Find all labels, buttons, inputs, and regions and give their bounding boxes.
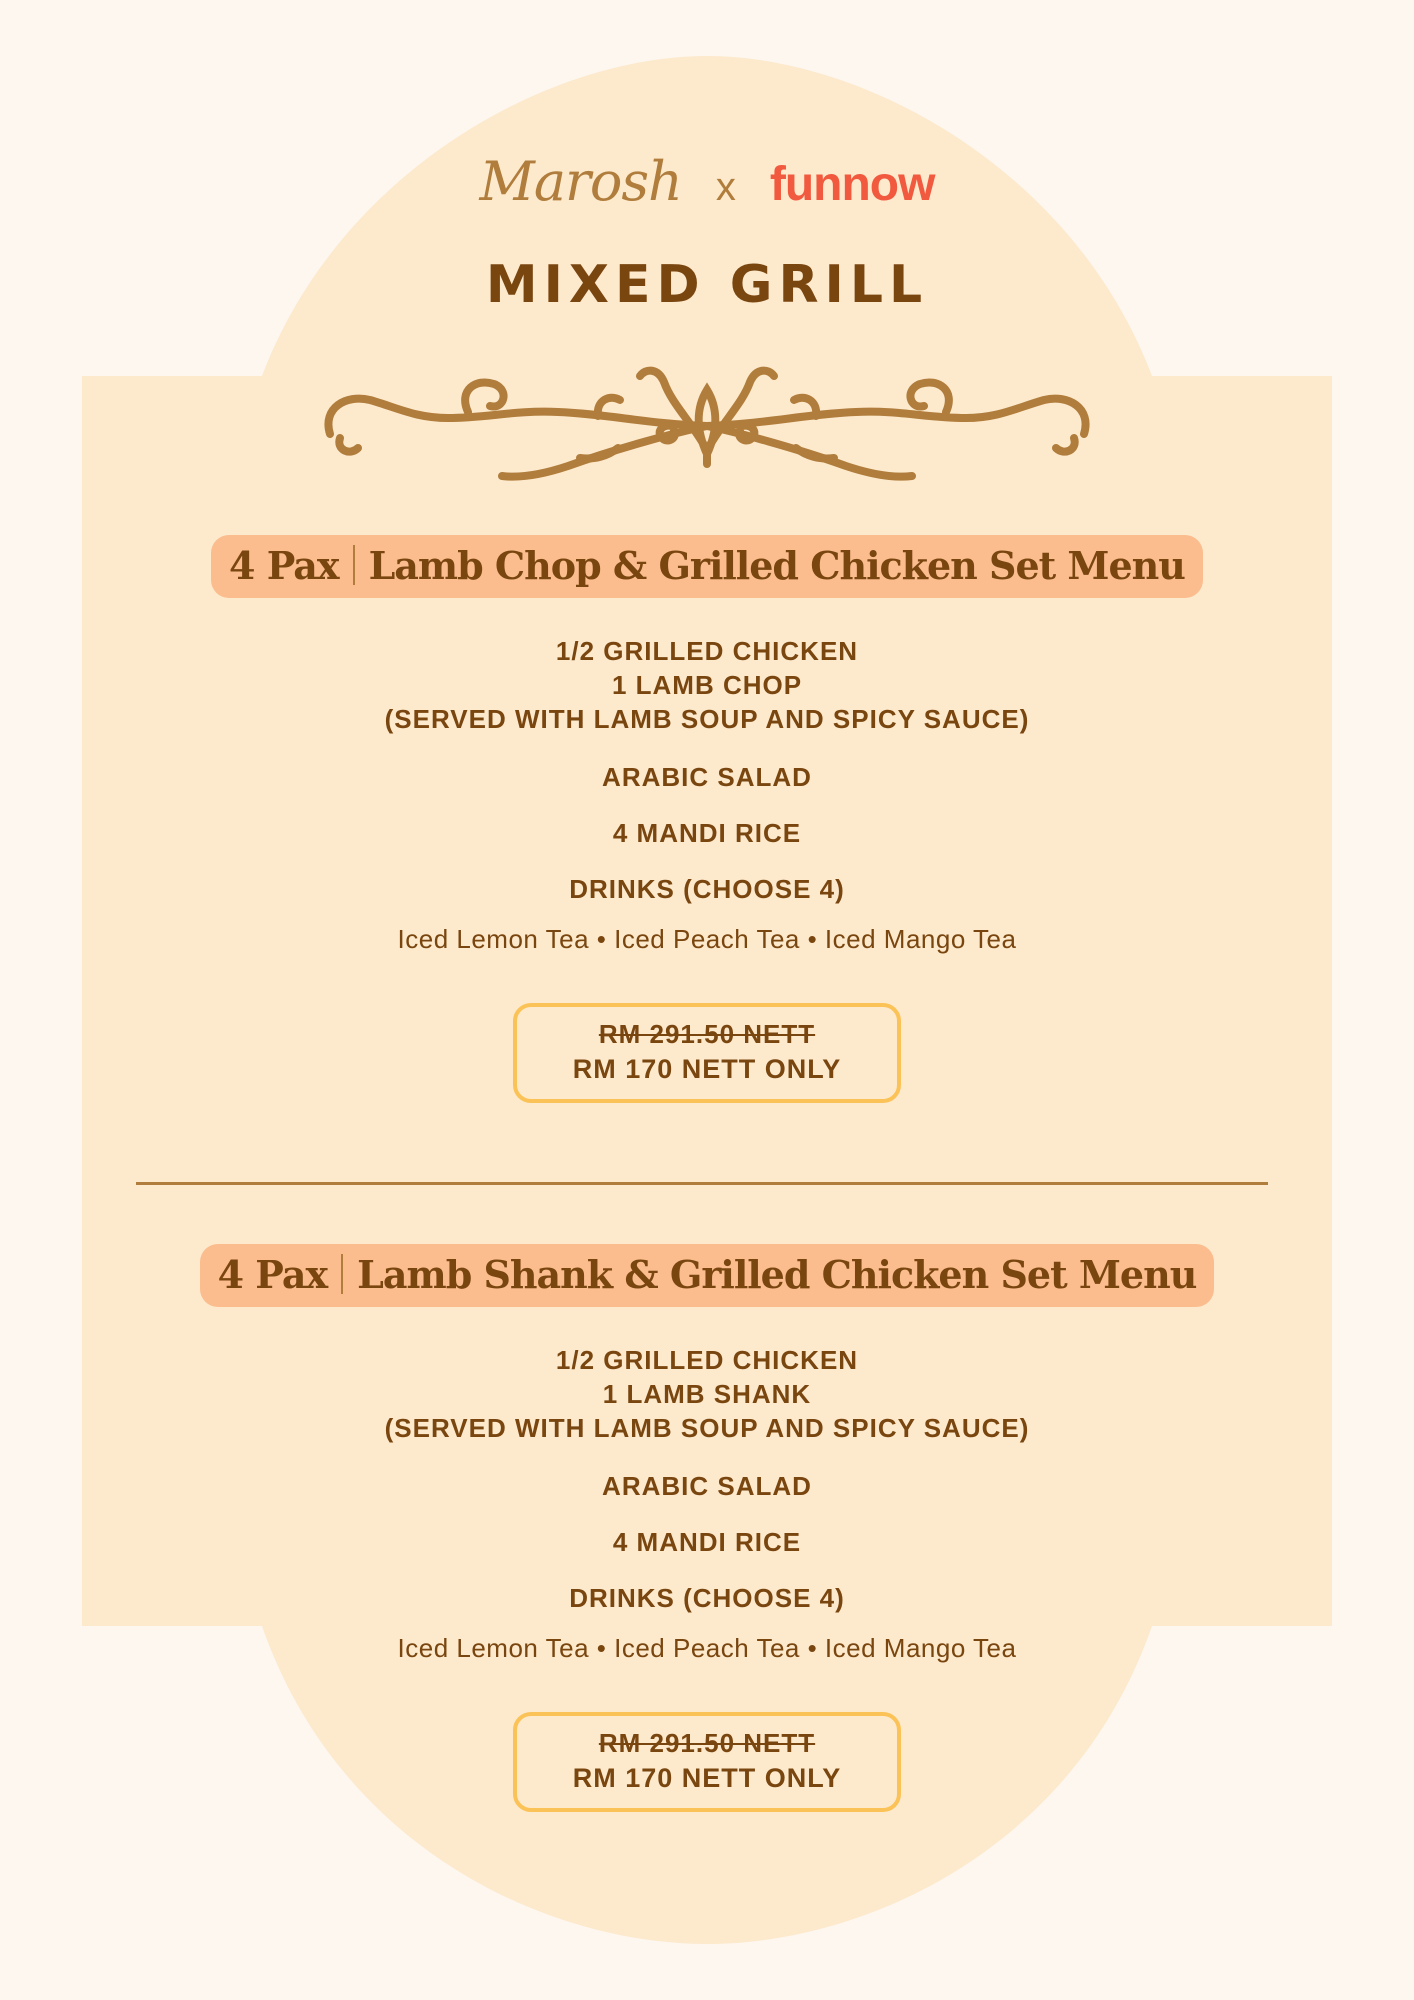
heading-divider xyxy=(341,1254,343,1294)
menu-item: (SERVED WITH LAMB SOUP AND SPICY SAUCE) xyxy=(384,1413,1030,1443)
set-menu-title: Lamb Shank & Grilled Chicken Set Menu xyxy=(357,1252,1197,1297)
set-menu-section-1 xyxy=(0,535,1414,1103)
section-divider xyxy=(136,1182,1268,1185)
funnow-logo: funnow xyxy=(769,158,935,211)
menu-items xyxy=(0,634,1414,955)
set-menu-title: Lamb Chop & Grilled Chicken Set Menu xyxy=(368,543,1185,588)
promo-price: RM 170 NETT ONLY xyxy=(572,1763,842,1793)
menu-item: 1 LAMB SHANK xyxy=(602,1379,812,1409)
menu-item: ARABIC SALAD xyxy=(602,1471,812,1501)
brand-separator: x xyxy=(715,165,736,209)
brand-row xyxy=(0,150,1414,213)
menu-item: 4 MANDI RICE xyxy=(612,1527,802,1557)
marosh-logo: Marosh xyxy=(479,150,682,213)
menu-item: (SERVED WITH LAMB SOUP AND SPICY SAUCE) xyxy=(384,704,1030,734)
drinks-options: Iced Lemon Tea • Iced Peach Tea • Iced Mango Tea xyxy=(397,1633,1017,1663)
original-price: RM 291.50 NETT xyxy=(598,1728,816,1758)
menu-item: 1/2 GRILLED CHICKEN xyxy=(555,1345,859,1375)
page-title: MIXED GRILL xyxy=(485,255,929,315)
set-menu-section-2 xyxy=(0,1244,1414,1812)
menu-item: 4 MANDI RICE xyxy=(612,818,802,848)
menu-item: DRINKS (CHOOSE 4) xyxy=(569,874,845,904)
ornament-flourish-icon xyxy=(318,360,1096,490)
pax-label: 4 Pax xyxy=(217,1252,328,1297)
drinks-options: Iced Lemon Tea • Iced Peach Tea • Iced Mango Tea xyxy=(397,924,1017,954)
heading-divider xyxy=(353,545,355,585)
price-box xyxy=(513,1712,902,1812)
pax-label: 4 Pax xyxy=(229,543,339,588)
promo-price: RM 170 NETT ONLY xyxy=(572,1054,842,1084)
section-heading-pill xyxy=(200,1244,1215,1307)
menu-item: ARABIC SALAD xyxy=(602,762,812,792)
section-heading-pill xyxy=(211,535,1203,598)
original-price: RM 291.50 NETT xyxy=(598,1019,816,1049)
menu-item: 1/2 GRILLED CHICKEN xyxy=(555,636,859,666)
menu-items xyxy=(0,1343,1414,1664)
menu-item: DRINKS (CHOOSE 4) xyxy=(569,1583,845,1613)
menu-item: 1 LAMB CHOP xyxy=(611,670,803,700)
price-box xyxy=(513,1003,902,1103)
